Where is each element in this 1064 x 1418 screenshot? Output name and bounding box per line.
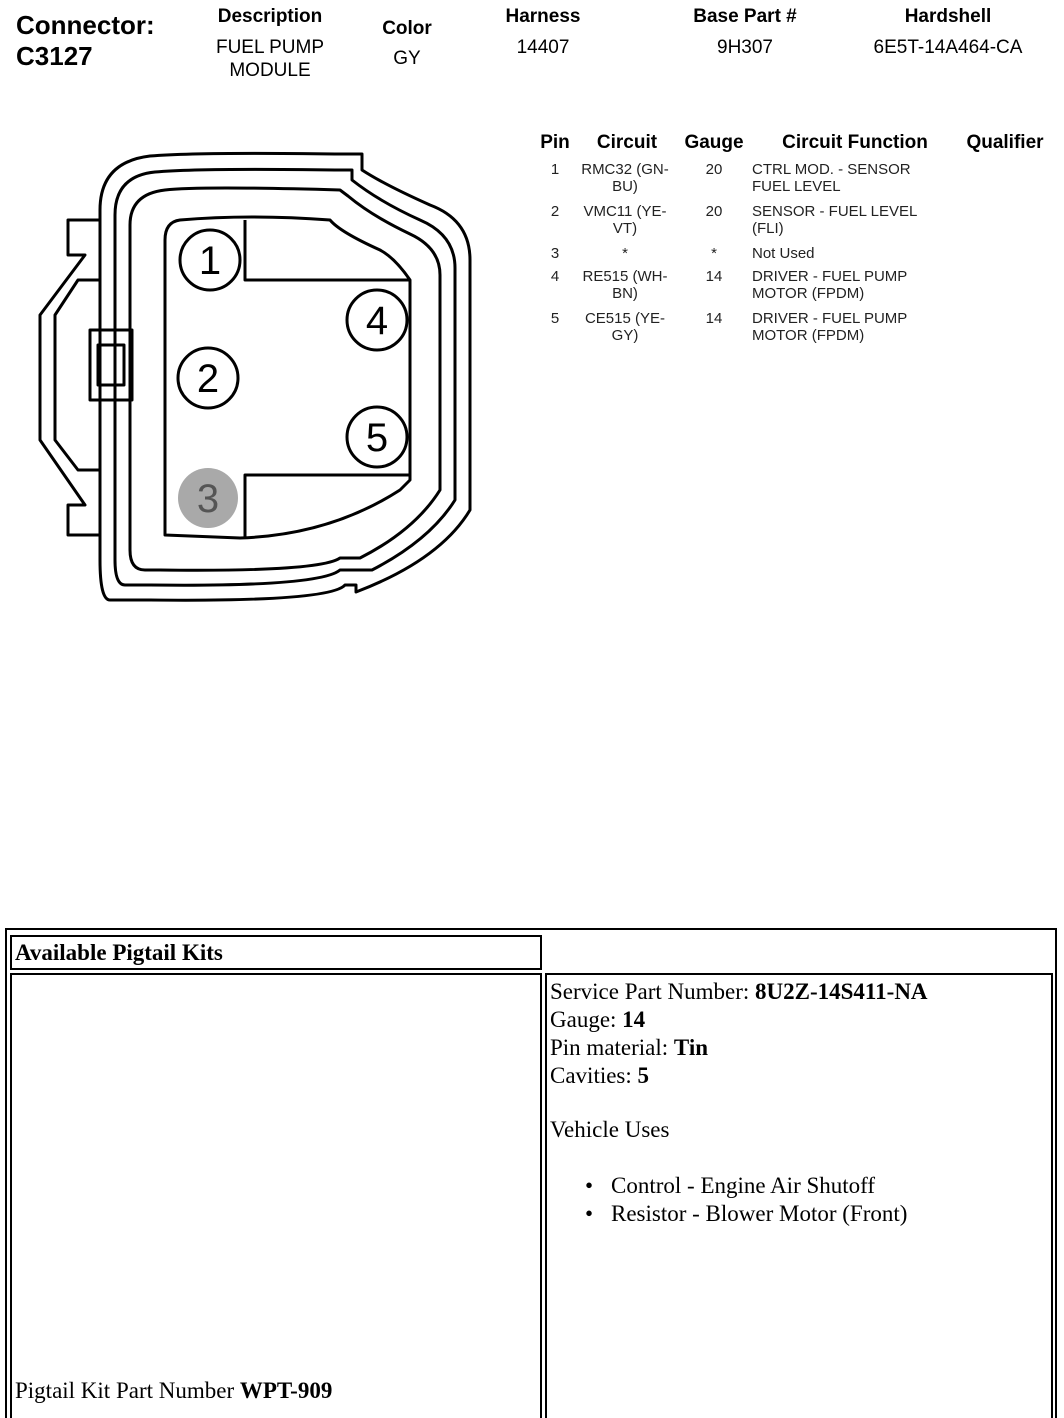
connector-label: Connector: [16,10,155,40]
pin-4-label: 4 [365,299,389,343]
kit-part-label: Pigtail Kit Part Number [15,1378,235,1403]
circuit-function: SENSOR - FUEL LEVEL (FLI) [752,203,918,237]
gauge: 14 [705,268,723,285]
kit-part-value: WPT-909 [239,1378,333,1403]
pin-2-label: 2 [196,357,220,401]
service-part-line [550,978,1051,1006]
gauge: * [711,245,717,262]
color-label: Color [382,18,432,39]
hardshell-value: 6E5T-14A464-CA [873,37,1023,58]
service-part-label: Service Part Number: [550,979,750,1004]
gauge-value: 14 [622,1007,646,1032]
connector-id: C3127 [16,41,93,71]
circuit: * [622,245,628,262]
description-value: FUEL PUMP MODULE [215,37,325,81]
col-circuit-header: Circuit [596,132,658,153]
col-gauge-header: Gauge [684,132,744,153]
table-row [530,161,1060,203]
table-row [530,245,1060,268]
latch-tab [90,330,132,400]
list-item: • Control - Engine Air Shutoff [585,1172,1051,1200]
cavities-value: 5 [637,1063,650,1088]
pigtail-heading: Available Pigtail Kits [15,940,223,965]
pin-number: 1 [550,161,560,178]
pigtail-kit-part [15,1377,332,1405]
latch-inner [55,280,100,470]
pigtail-details [547,975,1051,1228]
pigtail-details-cell [545,973,1053,1418]
pigtail-heading-cell [10,935,542,970]
pin-material-label: Pin material: [550,1035,669,1060]
circuit-function: Not Used [752,245,815,262]
circuit-function: CTRL MOD. - SENSOR FUEL LEVEL [752,161,911,195]
table-row [530,203,1060,245]
harness-label: Harness [505,6,581,27]
latch-tab-inner [98,345,124,385]
pin-number: 5 [550,310,560,327]
col-function-header: Circuit Function [782,132,928,153]
partition-bottom [245,475,410,538]
gauge: 14 [705,310,723,327]
base-part-label: Base Part # [693,6,797,27]
cavities-line [550,1062,1051,1090]
pin-1-label: 1 [198,239,222,283]
pin-number: 2 [550,203,560,220]
color-value: GY [393,48,421,69]
table-row [530,268,1060,310]
gauge-label: Gauge: [550,1007,617,1032]
hardshell-label: Hardshell [904,6,992,27]
description-label: Description [217,6,323,27]
pigtail-image-cell [10,973,542,1418]
pin-number: 3 [550,245,560,262]
gauge: 20 [705,161,723,178]
circuit: RE515 (WH- BN) [582,268,668,302]
pin-number: 4 [550,268,560,285]
col-pin-header: Pin [540,132,570,153]
circuit: VMC11 (YE- VT) [583,203,667,237]
pin-table-body [530,161,1060,352]
pin-5-label: 5 [365,416,389,460]
shell-inner [130,188,440,570]
gauge-line [550,1006,1051,1034]
connector-diagram [0,140,490,620]
harness-value: 14407 [516,37,570,58]
partition-top [245,220,410,280]
vehicle-uses-label: Vehicle Uses [550,1117,670,1142]
cavities-label: Cavities: [550,1063,632,1088]
service-part-value: 8U2Z-14S411-NA [755,979,928,1004]
circuit: RMC32 (GN- BU) [581,161,669,195]
base-part-value: 9H307 [717,37,773,58]
table-row [530,310,1060,352]
list-item: • Resistor - Blower Motor (Front) [585,1200,1051,1228]
pin-3-label: 3 [196,477,220,521]
pin-material-line [550,1034,1051,1062]
circuit-function: DRIVER - FUEL PUMP MOTOR (FPDM) [752,310,908,344]
gauge: 20 [705,203,723,220]
circuit: CE515 (YE- GY) [584,310,666,344]
col-qualifier-header: Qualifier [966,132,1044,153]
circuit-function: DRIVER - FUEL PUMP MOTOR (FPDM) [752,268,908,302]
pin-material-value: Tin [673,1035,709,1060]
vehicle-uses-list [585,1172,1051,1228]
